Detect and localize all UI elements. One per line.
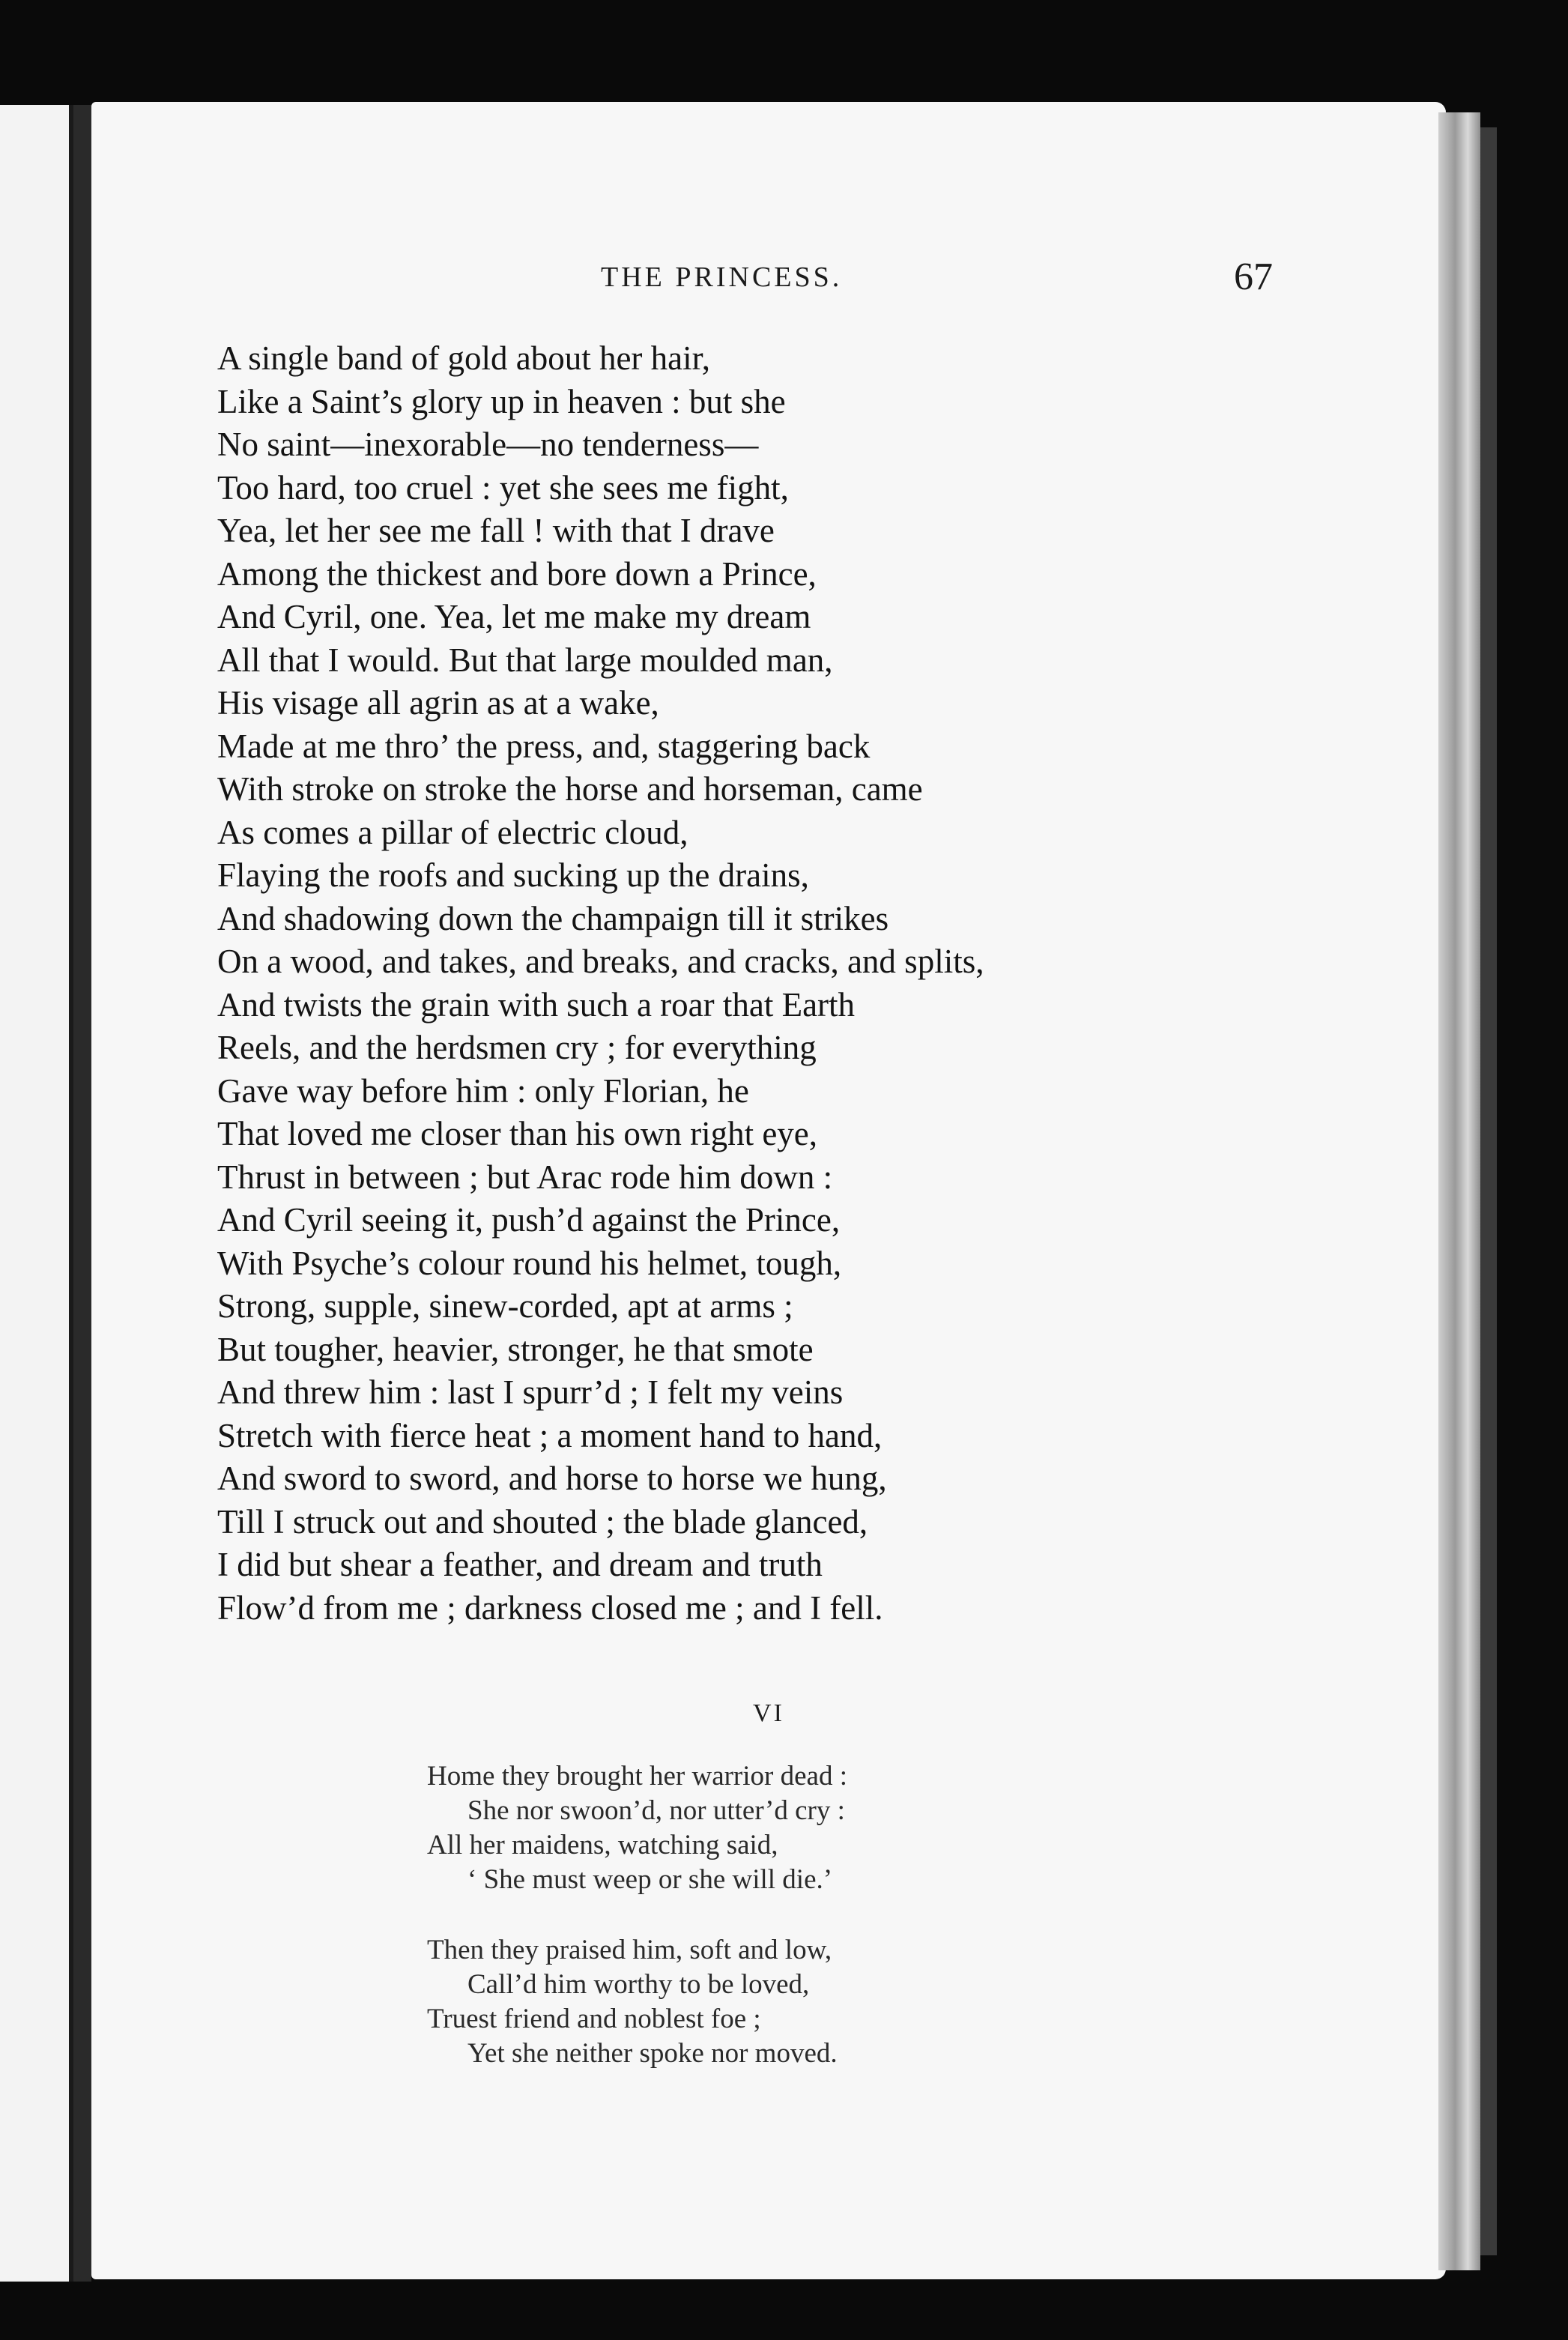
page-fore-edge	[1438, 112, 1480, 2270]
verse-block	[217, 337, 1341, 1630]
song-stanza	[427, 1759, 1101, 1897]
verse-line: Yea, let her see me fall ! with that I drave	[217, 512, 775, 549]
book-cover-edge	[1480, 127, 1497, 2255]
verse-line: His visage all agrin as at a wake,	[217, 684, 659, 722]
verse-line: And Cyril seeing it, push’d against the Prince,	[217, 1201, 841, 1239]
song-line: Then they praised him, soft and low,	[427, 1935, 832, 1965]
page-number: 67	[1234, 256, 1273, 298]
song-section-number: VI	[753, 1699, 784, 1727]
verse-line: Among the thickest and bore down a Prince,	[217, 554, 817, 593]
verse-line: Strong, supple, sinew-corded, apt at arms ;	[217, 1287, 793, 1325]
verse-line: Made at me thro’ the press, and, staggering back	[217, 727, 871, 765]
verse-line: With stroke on stroke the horse and horseman, came	[217, 770, 923, 808]
song-line: ‘ She must weep or she will die.’	[467, 1864, 833, 1895]
verse-line: But tougher, heavier, stronger, he that smote	[217, 1330, 814, 1368]
verse-line: That loved me closer than his own right eye,	[217, 1115, 818, 1152]
verse-line: Flaying the roofs and sucking up the drains,	[217, 856, 809, 894]
verse-line: As comes a pillar of electric cloud,	[217, 813, 688, 851]
verse-line: And Cyril, one. Yea, let me make my dream	[217, 598, 811, 635]
running-head: THE PRINCESS.	[601, 261, 843, 293]
verse-line: And threw him : last I spurr’d ; I felt my veins	[217, 1373, 844, 1411]
verse-line: With Psyche’s colour round his helmet, tough,	[217, 1244, 842, 1282]
verse-line: No saint—inexorable—no tenderness—	[217, 426, 759, 463]
song-stanza	[427, 1933, 1101, 2071]
verse-line: I did but shear a feather, and dream and truth	[217, 1546, 823, 1583]
verse-line: Flow’d from me ; darkness closed me ; and I fell.	[217, 1588, 883, 1627]
verse-line: Like a Saint’s glory up in heaven : but she	[217, 382, 786, 420]
song-line: Yet she neither spoke nor moved.	[467, 2038, 838, 2069]
verse-line: Till I struck out and shouted ; the blade glanced,	[217, 1502, 868, 1541]
verse-line: Thrust in between ; but Arac rode him down :	[217, 1158, 833, 1196]
verse-line: A single band of gold about her hair,	[217, 339, 711, 377]
book-gutter	[73, 105, 91, 2282]
song-line: All her maidens, watching said,	[427, 1830, 778, 1860]
verse-line: And twists the grain with such a roar that Earth	[217, 985, 856, 1024]
song-line: Truest friend and noblest foe ;	[427, 2004, 761, 2034]
verse-line: Too hard, too cruel : yet she sees me fight,	[217, 468, 789, 507]
song-line: Home they brought her warrior dead :	[427, 1761, 847, 1792]
verse-line: Stretch with fierce heat ; a moment hand to hand,	[217, 1416, 883, 1454]
verse-line: Reels, and the herdsmen cry ; for everything	[217, 1029, 817, 1066]
song-line: Call’d him worthy to be loved,	[467, 1969, 810, 2000]
verse-line: Gave way before him : only Florian, he	[217, 1071, 749, 1110]
facing-page-edge	[0, 105, 73, 2282]
verse-line: And sword to sword, and horse to horse we hung,	[217, 1460, 887, 1497]
verse-line: On a wood, and takes, and breaks, and cracks, and splits,	[217, 943, 984, 980]
verse-line: And shadowing down the champaign till it strikes	[217, 899, 889, 937]
song-line: She nor swoon’d, nor utter’d cry :	[467, 1795, 845, 1826]
page-header	[91, 255, 1446, 300]
verse-line: All that I would. But that large moulded man,	[217, 641, 833, 679]
